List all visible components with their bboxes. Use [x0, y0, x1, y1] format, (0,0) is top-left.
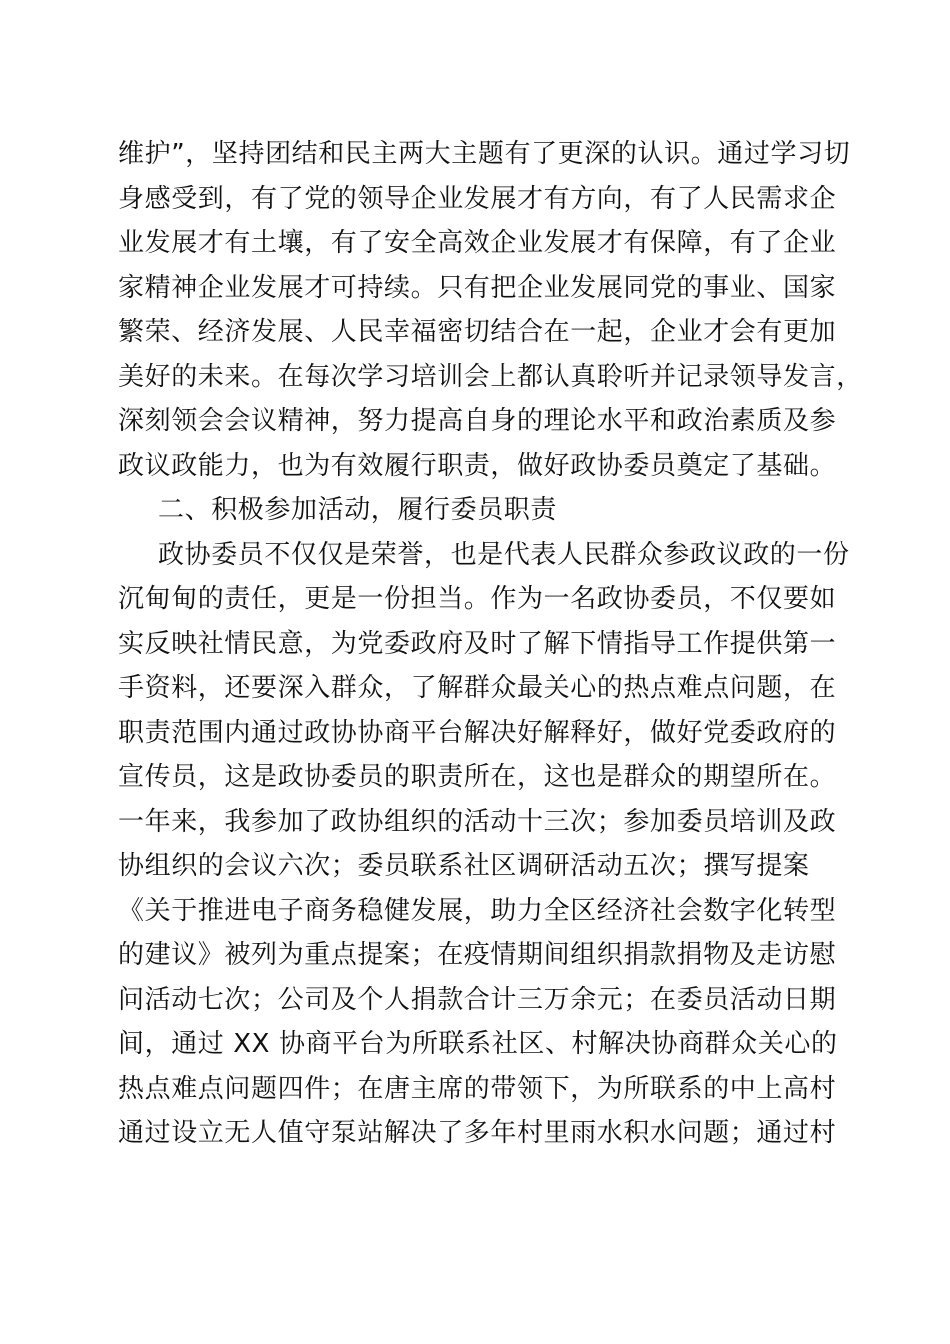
text-line: 家精神企业发展才可持续。只有把企业发展同党的事业、国家	[118, 272, 837, 303]
text-line: 的建议》被列为重点提案；在疫情期间组织捐款捐物及走访慰	[118, 940, 837, 970]
text-line: 通过设立无人值守泵站解决了多年村里雨水积水问题；通过村	[118, 1118, 837, 1148]
text-line: 一年来，我参加了政协组织的活动十三次；参加委员培训及政	[118, 806, 837, 837]
text-line: 协组织的会议六次；委员联系社区调研活动五次；撰写提案	[118, 851, 810, 881]
text-line: 深刻领会会议精神，努力提高自身的理论水平和政治素质及参	[118, 406, 837, 436]
text-line: 业发展才有土壤，有了安全高效企业发展才有保障，有了企业	[118, 228, 837, 258]
text-line: 间，通过 XX 协商平台为所联系社区、村解决协商群众关心的	[118, 1029, 838, 1059]
text-line: 宣传员，这是政协委员的职责所在，这也是群众的期望所在。	[118, 762, 837, 792]
text-line: 职责范围内通过政协协商平台解决好解释好，做好党委政府的	[118, 717, 837, 748]
section-heading: 二、积极参加活动，履行委员职责	[158, 495, 558, 525]
text-line: 《关于推进电子商务稳健发展，助力全区经济社会数字化转型	[118, 895, 837, 926]
text-line: 沉甸甸的责任，更是一份担当。作为一名政协委员，不仅要如	[118, 584, 837, 614]
text-line: 实反映社情民意，为党委政府及时了解下情指导工作提供第一	[118, 628, 837, 659]
paragraph-first-line: 政协委员不仅仅是荣誉，也是代表人民群众参政议政的一份	[158, 539, 850, 570]
text-line: 问活动七次；公司及个人捐款合计三万余元；在委员活动日期	[118, 984, 837, 1015]
text-line: 热点难点问题四件；在唐主席的带领下，为所联系的中上高村	[118, 1073, 837, 1104]
text-line: 手资料，还要深入群众，了解群众最关心的热点难点问题，在	[118, 673, 837, 703]
text-line: 身感受到，有了党的领导企业发展才有方向，有了人民需求企	[118, 183, 837, 214]
text-line: 维护”，坚持团结和民主两大主题有了更深的认识。通过学习切	[118, 139, 851, 169]
text-line: 政议政能力，也为有效履行职责，做好政协委员奠定了基础。	[118, 450, 837, 481]
body-text	[118, 132, 863, 1156]
text-line: 美好的未来。在每次学习培训会上都认真聆听并记录领导发言，	[118, 361, 863, 392]
text-line: 繁荣、经济发展、人民幸福密切结合在一起，企业才会有更加	[118, 317, 837, 347]
